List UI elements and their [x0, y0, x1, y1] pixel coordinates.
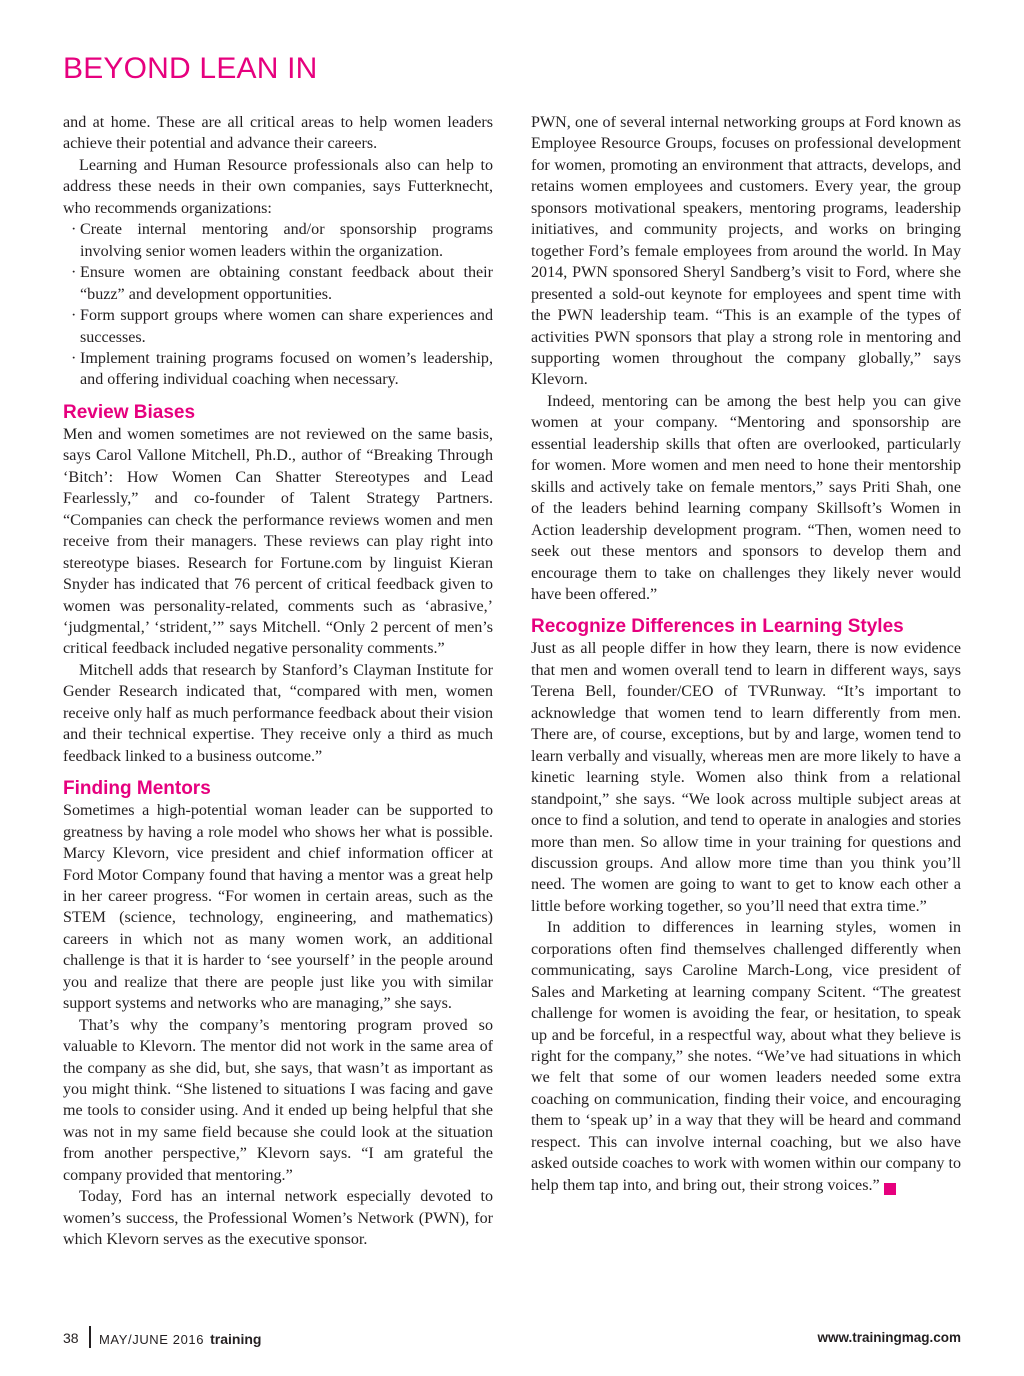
website-url: www.trainingmag.com	[817, 1330, 961, 1345]
recommendation-list	[63, 219, 493, 391]
paragraph: Learning and Human Resource professionals also can help to address these needs in their own companies, says Futterknecht, who recommends organizations:	[63, 156, 493, 217]
page-number: 38	[63, 1330, 79, 1346]
paragraph-text: In addition to differences in learning styles, women in corporations often find themselves challenged differently when communicating, says Caroline March-Long, vice president of Sales and Marketing at learning company Scitent. “The greatest challenge for women is avoiding the fear, or hesitation, to speak up and be forceful, in a respectful way, about what they believe is right for the company,” she notes. “We’ve had situations in which we felt that some of our women leaders needed some extra coaching on communication, finding their voice, and encouraging them to ‘speak up’ in a way that they will be heard and command respect. This can involve internal coaching, but we also have asked outside coaches to work with women within our company to help them tap into, and bring out, their strong voices.”	[531, 919, 961, 1194]
list-item: · Create internal mentoring and/or sponsorship programs involving senior women leaders within the organization.	[63, 219, 493, 262]
paragraph: That’s why the company’s mentoring program proved so valuable to Klevorn. The mentor did not work in the same area of the company as she did, but, she says, that wasn’t as important as you might think. “She listened to situations I was facing and gave me tools to consider using. And it ended up being helpful that she was not in my same field because she could look at the situation from another perspective,” Klevorn says. “I am grateful the company provided that mentoring.”	[63, 1016, 493, 1184]
paragraph-final	[531, 917, 961, 1196]
end-of-article-icon: t	[884, 1183, 896, 1195]
section-title: BEYOND LEAN IN	[63, 52, 318, 85]
list-item: · Implement training programs focused on women’s leadership, and offering individual coaching when necessary.	[63, 348, 493, 391]
paragraph: Men and women sometimes are not reviewed on the same basis, says Carol Vallone Mitchell, Ph.D., author of “Breaking Through ‘Bitch’: How Women Can Shatter Stereotypes and Lead Fearlessly,” and co-founder of Talent Strategy Partners. “Companies can check the performance reviews women and men receive from their managers. These reviews can play right into stereotype biases. Research for Fortune.com by linguist Kieran Snyder has indicated that 76 percent of critical feedback given to women was personality-related, comments such as ‘abrasive,’ ‘judgmental,’ ‘strident,’” says Mitchell. “Only 2 percent of men’s critical feedback included negative personality comments.”	[63, 425, 493, 658]
list-item: · Ensure women are obtaining constant feedback about their “buzz” and development opportunities.	[63, 262, 493, 305]
heading-review-biases: Review Biases	[63, 401, 196, 423]
paragraph: Just as all people differ in how they learn, there is now evidence that men and women overall tend to learn in different ways, says Terena Bell, founder/CEO of TVRunway. “It’s important to acknowledge that women tend to learn differently from men. There are, of course, exceptions, but by and large, women tend to learn verbally and visually, whereas men are more likely to have a kinetic learning style. Women also think from a relational standpoint,” she says. “We look across multiple subject areas at once to find a solution, and tend to operate in analogies and stories more than men. So allow time in your training for questions and discussion groups. And allow more time than you think you’ll need. The women are going to want to get to know each other a little before working together, so you’ll need that extra time.”	[531, 640, 961, 915]
paragraph: Mitchell adds that research by Stanford’s Clayman Institute for Gender Research indicated that, “compared with men, women receive only half as much performance feedback about their vision and their technical expertise. They receive only a third as much feedback linked to a business outcome.”	[63, 661, 493, 765]
paragraph: PWN, one of several internal networking groups at Ford known as Employee Resource Groups, focuses on professional development for women, promoting an environment that attracts, develops, and retains women employees and customers. Every year, the group sponsors motivational speakers, mentoring programs, leadership initiatives, and community projects, and works on bringing together Ford’s female employees from around the world. In May 2014, PWN sponsored Sheryl Sandberg’s visit to Ford, where she presented a sold-out keynote for employees and spent time with the PWN leadership team. “This is an example of the types of activities PWN sponsors that play a strong role in mentoring and supporting women throughout the company globally,” says Klevorn.	[531, 114, 961, 389]
heading-finding-mentors: Finding Mentors	[63, 778, 211, 800]
paragraph: Sometimes a high-potential woman leader can be supported to greatness by having a role model who shows her what is possible. Marcy Klevorn, vice president and chief information officer at Ford Motor Company found that having a mentor was a great help in her career progress. “For women in certain areas, such as the STEM (science, technology, engineering, and mathematics) careers in which not as many women work, an additional challenge is that it is harder to ‘see yourself’ in the people around you and realize that there are people just like you with similar support systems and networks who are managing,” she says.	[63, 802, 493, 1013]
left-column	[63, 112, 493, 1251]
right-column	[531, 112, 961, 1196]
issue-date	[99, 1331, 261, 1347]
paragraph: Today, Ford has an internal network especially devoted to women’s success, the Professional Women’s Network (PWN), for which Klevorn serves as the executive sponsor.	[63, 1188, 493, 1249]
footer-divider	[89, 1326, 91, 1348]
list-item: · Form support groups where women can share experiences and successes.	[63, 305, 493, 348]
issue-date-text: MAY/JUNE 2016	[99, 1332, 205, 1347]
heading-learning-styles: Recognize Differences in Learning Styles	[531, 616, 904, 638]
magazine-brand: training	[210, 1331, 262, 1347]
paragraph: and at home. These are all critical areas to help women leaders achieve their potential and advance their careers.	[63, 114, 493, 153]
paragraph: Indeed, mentoring can be among the best help you can give women at your company. “Mentoring and sponsorship are essential leadership skills that often are overlooked, particularly for women. More women and men need to hone their mentorship skills and actively take on female mentors,” says Priti Shah, one of the leaders behind learning company Skillsoft’s Women in Action leadership development program. “Then, women need to seek out these mentors and sponsors to develop them and encourage them to take on challenges they likely never would have been offered.”	[531, 392, 961, 603]
